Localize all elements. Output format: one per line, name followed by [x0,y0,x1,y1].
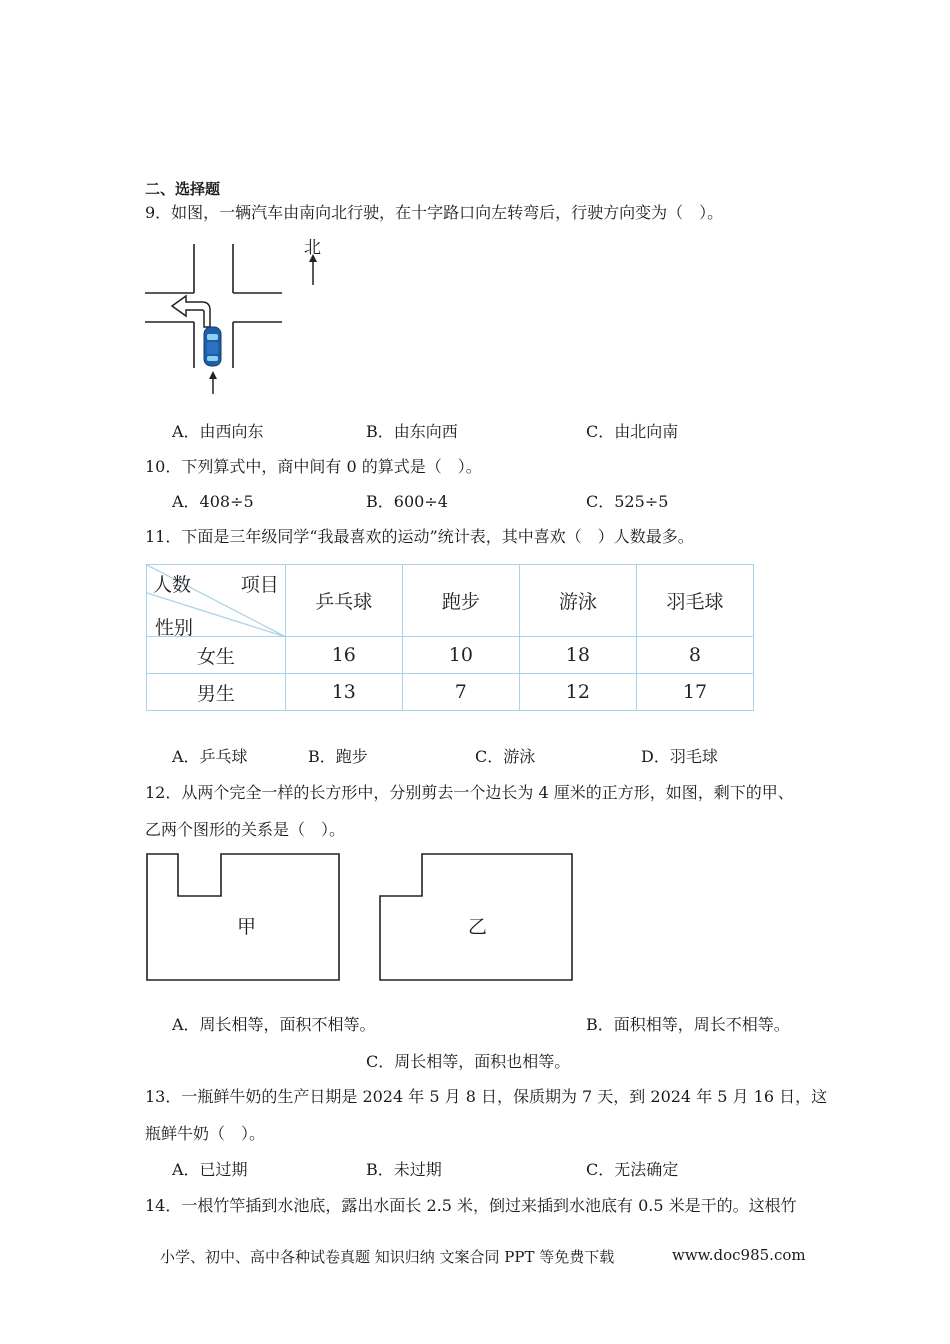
q11-option-b: B．跑步 [308,747,368,766]
up-arrow-icon [209,371,217,394]
table-cell: 16 [285,637,402,674]
table-header-row [147,565,754,637]
q11-option-c: C．游泳 [475,747,536,766]
north-arrow-icon [309,254,317,285]
table-column-header: 乒乓球 [285,565,402,637]
question-9-stem: 9．如图，一辆汽车由南向北行驶，在十字路口向左转弯后，行驶方向变为（ ）。 [145,203,724,222]
footer-text: 小学、初中、高中各种试卷真题 知识归纳 文案合同 PPT 等免费下载 [160,1248,615,1266]
q11-option-a: A．乒乓球 [172,747,248,766]
q9-option-c: C．由北向南 [586,422,679,441]
q10-option-c: C．525÷5 [586,492,669,511]
table-cell: 13 [285,674,402,711]
question-10-stem: 10．下列算式中，商中间有 0 的算式是（ ）。 [145,457,482,476]
table-column-header: 游泳 [519,565,636,637]
q11-option-d: D．羽毛球 [641,747,718,766]
table-cell: 8 [636,637,753,674]
corner-label-gender: 性别 [155,617,194,639]
question-12-stem-line2: 乙两个图形的关系是（ ）。 [145,820,346,839]
q12-option-b: B．面积相等，周长不相等。 [586,1015,790,1034]
table-cell: 12 [519,674,636,711]
table-column-header: 羽毛球 [636,565,753,637]
q13-option-b: B．未过期 [366,1160,442,1179]
table-column-header: 跑步 [402,565,519,637]
table-cell: 18 [519,637,636,674]
sports-stats-table [146,564,754,711]
corner-label-item: 项目 [240,574,279,596]
question-11-stem: 11．下面是三年级同学“我最喜欢的运动”统计表，其中喜欢（ ）人数最多。 [145,527,694,546]
table-cell: 7 [402,674,519,711]
question-14-stem-line1: 14．一根竹竿插到水池底，露出水面长 2.5 米，倒过来插到水池底有 0.5 米是干的。这根竹 [145,1196,797,1215]
q12-option-a: A．周长相等，面积不相等。 [172,1015,376,1034]
q13-option-a: A．已过期 [172,1160,248,1179]
q12-option-c: C．周长相等，面积也相等。 [366,1052,571,1071]
shape-yi-label: 乙 [468,916,488,938]
q9-option-b: B．由东向西 [366,422,458,441]
table-cell: 10 [402,637,519,674]
q13-option-c: C．无法确定 [586,1160,679,1179]
corner-label-count: 人数 [153,574,192,596]
table-row [147,637,754,674]
question-12-stem-line1: 12．从两个完全一样的长方形中，分别剪去一个边长为 4 厘米的正方形，如图，剩下的甲、 [145,783,794,802]
q9-option-a: A．由西向东 [172,422,264,441]
q10-option-b: B．600÷4 [366,492,448,511]
row-label: 男生 [147,674,286,711]
shapes-diagram [140,848,580,988]
q10-option-a: A．408÷5 [172,492,254,511]
car-icon [204,327,221,366]
question-13-stem-line1: 13．一瓶鲜牛奶的生产日期是 2024 年 5 月 8 日，保质期为 7 天，到 2024 年 5 月 16 日，这 [145,1087,828,1106]
north-label: 北 [304,238,321,258]
table-row [147,674,754,711]
shape-jia-label: 甲 [237,916,257,938]
row-label: 女生 [147,637,286,674]
footer-url[interactable]: www.doc985.com [672,1246,806,1264]
table-corner-cell [147,565,286,637]
question-13-stem-line2: 瓶鲜牛奶（ ）。 [145,1124,266,1143]
table-cell: 17 [636,674,753,711]
section-title: 二、选择题 [145,180,221,198]
